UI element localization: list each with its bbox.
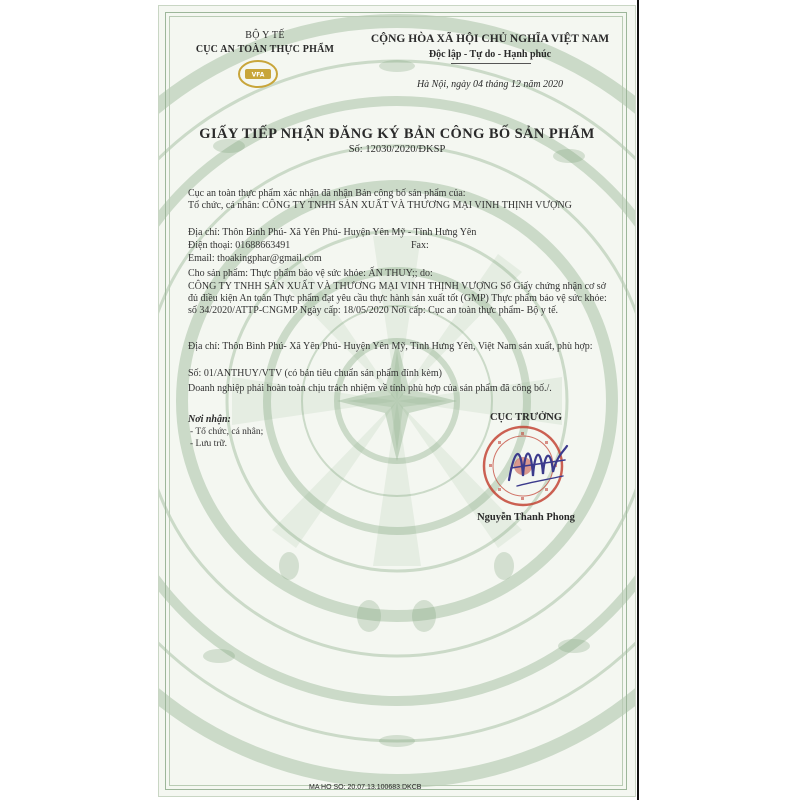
organization-text: Tổ chức, cá nhân: CÔNG TY TNHH SẢN XUẤT VÀ THƯƠNG MẠI VINH THỊNH VƯỢNG bbox=[188, 200, 572, 211]
recipients-title: Nơi nhận: bbox=[188, 414, 231, 425]
email-text: Email: thoakingphar@gmail.com bbox=[188, 253, 322, 264]
certificate-document bbox=[158, 5, 636, 797]
document-title: GIẤY TIẾP NHẬN ĐĂNG KÝ BẢN CÔNG BỐ SẢN PHẨM bbox=[199, 126, 595, 142]
agency-name: CỤC AN TOÀN THỰC PHẨM bbox=[195, 44, 335, 55]
ministry-name: BỘ Y TẾ bbox=[245, 30, 285, 41]
director-title: CỤC TRƯỞNG bbox=[489, 412, 563, 423]
director-name: Nguyễn Thanh Phong bbox=[477, 512, 575, 523]
intro-text: Cục an toàn thực phẩm xác nhận đã nhận Bản công bố sản phẩm của: bbox=[188, 188, 466, 199]
national-motto: Độc lập - Tự do - Hạnh phúc bbox=[428, 49, 552, 60]
logo-text: VFA bbox=[251, 71, 265, 79]
vfa-logo-icon bbox=[237, 58, 279, 90]
document-number: Số: 12030/2020/ĐKSP bbox=[348, 144, 446, 155]
signature-icon bbox=[505, 436, 571, 496]
nation-name: CỘNG HÒA XÃ HỘI CHỦ NGHĨA VIỆT NAM bbox=[370, 33, 610, 45]
product-text: Cho sản phẩm: Thực phẩm bảo vệ sức khỏe: ẤN THUY;; do: bbox=[188, 268, 433, 279]
fax-text: Fax: bbox=[411, 240, 429, 251]
standard-text: Số: 01/ANTHUY/VTV (có bản tiêu chuẩn sản phẩm đính kèm) bbox=[188, 368, 442, 379]
place-date: Hà Nội, ngày 04 tháng 12 năm 2020 bbox=[416, 79, 564, 90]
document-code: MA HO SO: 20.07.13.100683.DKCB bbox=[309, 784, 422, 791]
producer-text: CÔNG TY TNHH SẢN XUẤT VÀ THƯƠNG MẠI VINH THỊNH VƯỢNG Số Giấy chứng nhận cơ sở đủ điều kiện An toàn Thực phẩm đạt yêu cầu thực hành sản xuất tốt (GMP) Thực phẩm bảo vệ sức khỏe: số 34/2020/ATTP-CNGMP Ngày cấp: 18/05/2020 Nơi cấp: Cục an toàn thực phẩm- Bộ y tế. bbox=[188, 281, 607, 316]
producer-address-text: Địa chỉ: Thôn Bình Phú- Xã Yên Phú- Huyện Yên Mỹ, Tỉnh Hưng Yên, Việt Nam sản xuất, phù hợp: bbox=[188, 341, 593, 352]
recipient-item: - Lưu trữ. bbox=[190, 439, 227, 449]
bronze-drum-watermark bbox=[159, 6, 635, 796]
page-edge-line bbox=[637, 0, 639, 800]
address-text: Địa chỉ: Thôn Bình Phú- Xã Yên Phú- Huyện Yên Mỹ - Tỉnh Hưng Yên bbox=[188, 227, 477, 238]
phone-text: Điện thoại: 01688663491 bbox=[188, 240, 291, 251]
responsibility-text: Doanh nghiệp phải hoàn toàn chịu trách nhiệm về tính phù hợp của sản phẩm đã công bố./. bbox=[188, 383, 552, 394]
motto-underline bbox=[451, 63, 531, 64]
recipient-item: - Tổ chức, cá nhân; bbox=[190, 427, 264, 437]
